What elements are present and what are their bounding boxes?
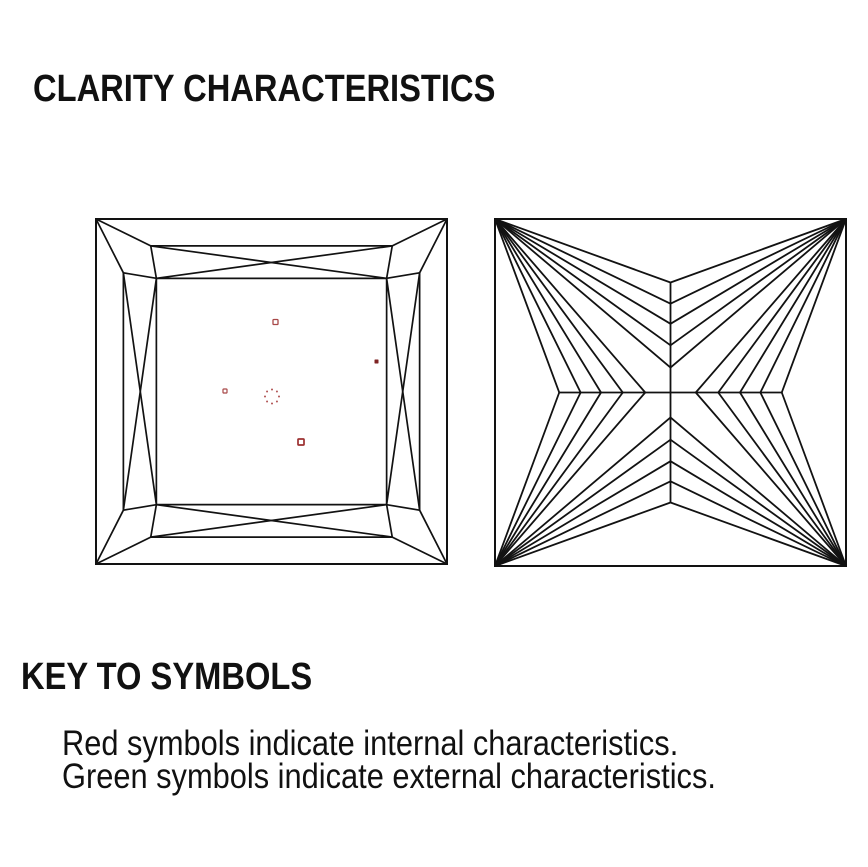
key-to-symbols-heading: KEY TO SYMBOLS xyxy=(21,656,313,698)
key-line-external: Green symbols indicate external characteristics. xyxy=(62,757,716,796)
inclusion-symbol-square-outline xyxy=(298,439,304,445)
facet-line xyxy=(495,417,671,566)
facet-line xyxy=(718,219,846,393)
facet-line xyxy=(123,273,156,279)
facet-line xyxy=(392,537,447,564)
facet-line xyxy=(387,273,420,279)
facet-line xyxy=(495,393,623,567)
facet-line xyxy=(671,417,847,566)
facet-line xyxy=(387,505,393,537)
facet-line xyxy=(671,440,847,566)
facet-line xyxy=(420,510,447,564)
pavilion-view-plot xyxy=(494,218,847,567)
facet-line xyxy=(495,393,645,567)
crown-view-plot xyxy=(95,218,448,565)
facet-line xyxy=(151,246,157,278)
inclusion-symbol-dotted-circle xyxy=(264,389,280,405)
facet-line xyxy=(495,440,671,566)
facet-line xyxy=(96,510,123,564)
girdle-outline xyxy=(96,219,447,564)
facet-line xyxy=(696,219,846,393)
facet-line xyxy=(96,219,123,273)
facet-line xyxy=(151,505,157,537)
key-to-symbols-text xyxy=(62,724,716,796)
facet-line xyxy=(495,219,623,393)
pavilion-view-diagram xyxy=(494,218,847,567)
facet-line xyxy=(96,219,151,246)
facet-line xyxy=(420,219,447,273)
facet-line xyxy=(696,393,846,567)
facet-line xyxy=(671,219,847,368)
facet-line xyxy=(123,505,156,511)
inclusion-symbol-square-outline xyxy=(223,389,227,393)
facet-line xyxy=(495,219,645,393)
facet-line xyxy=(495,219,671,368)
facet-line xyxy=(392,219,447,246)
inclusion-symbol-square-filled xyxy=(375,360,379,364)
facet-line xyxy=(671,219,847,345)
facet-line xyxy=(387,505,420,511)
facet-line xyxy=(718,393,846,567)
facet-line xyxy=(387,246,393,278)
page-title: CLARITY CHARACTERISTICS xyxy=(33,68,496,110)
inclusion-symbol-square-outline xyxy=(273,320,278,325)
facet-line xyxy=(96,537,151,564)
crown-view-diagram xyxy=(95,218,448,565)
facet-line xyxy=(495,219,671,345)
key-line-internal: Red symbols indicate internal characteristics. xyxy=(62,724,679,763)
